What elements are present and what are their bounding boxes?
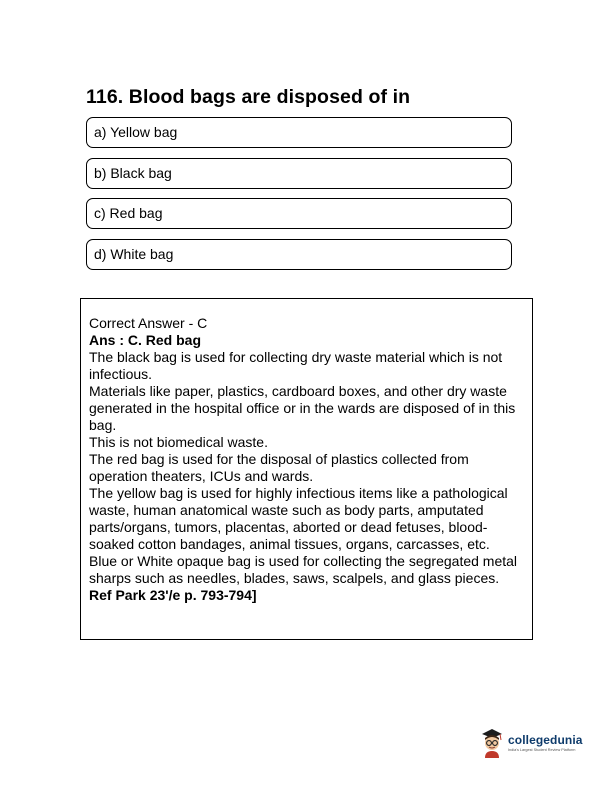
option-c[interactable]: c) Red bag: [86, 198, 512, 229]
option-d[interactable]: d) White bag: [86, 239, 512, 270]
answer-heading: Ans : C. Red bag: [89, 332, 202, 348]
reference-line: Ref Park 23'/e p. 793-794]: [89, 587, 257, 603]
option-a[interactable]: a) Yellow bag: [86, 117, 512, 148]
logo-name: collegedunia: [508, 732, 583, 747]
answer-explanation-box: [80, 298, 533, 640]
logo-tagline: India's Largest Student Review Platform: [508, 747, 576, 752]
collegedunia-logo: [480, 728, 583, 758]
option-b[interactable]: b) Black bag: [86, 158, 512, 189]
correct-answer-line: Correct Answer - C: [89, 315, 208, 331]
explanation-paragraph: Blue or White opaque bag is used for collecting the segregated metal sharps such as needles, blades, saws, scalpels, and glass pieces.: [89, 553, 518, 586]
explanation-paragraph: This is not biomedical waste.: [89, 434, 268, 450]
explanation-paragraph: The red bag is used for the disposal of plastics collected from operation theaters, ICUs and wards.: [89, 451, 469, 484]
graduate-mascot-icon: [480, 728, 504, 758]
explanation-paragraph: Materials like paper, plastics, cardboard boxes, and other dry waste generated in the hospital office or in the wards are disposed of in this bag.: [89, 383, 516, 433]
question-title: 116. Blood bags are disposed of in: [86, 86, 411, 108]
explanation-paragraph: The yellow bag is used for highly infectious items like a pathological waste, human anatomical waste such as body parts, amputated parts/organs, tumors, placentas, aborted or dead fetuses, blood-soaked cotton bandages, animal tissues, organs, carcasses, etc.: [89, 485, 508, 552]
explanation-paragraph: The black bag is used for collecting dry waste material which is not infectious.: [89, 349, 503, 382]
